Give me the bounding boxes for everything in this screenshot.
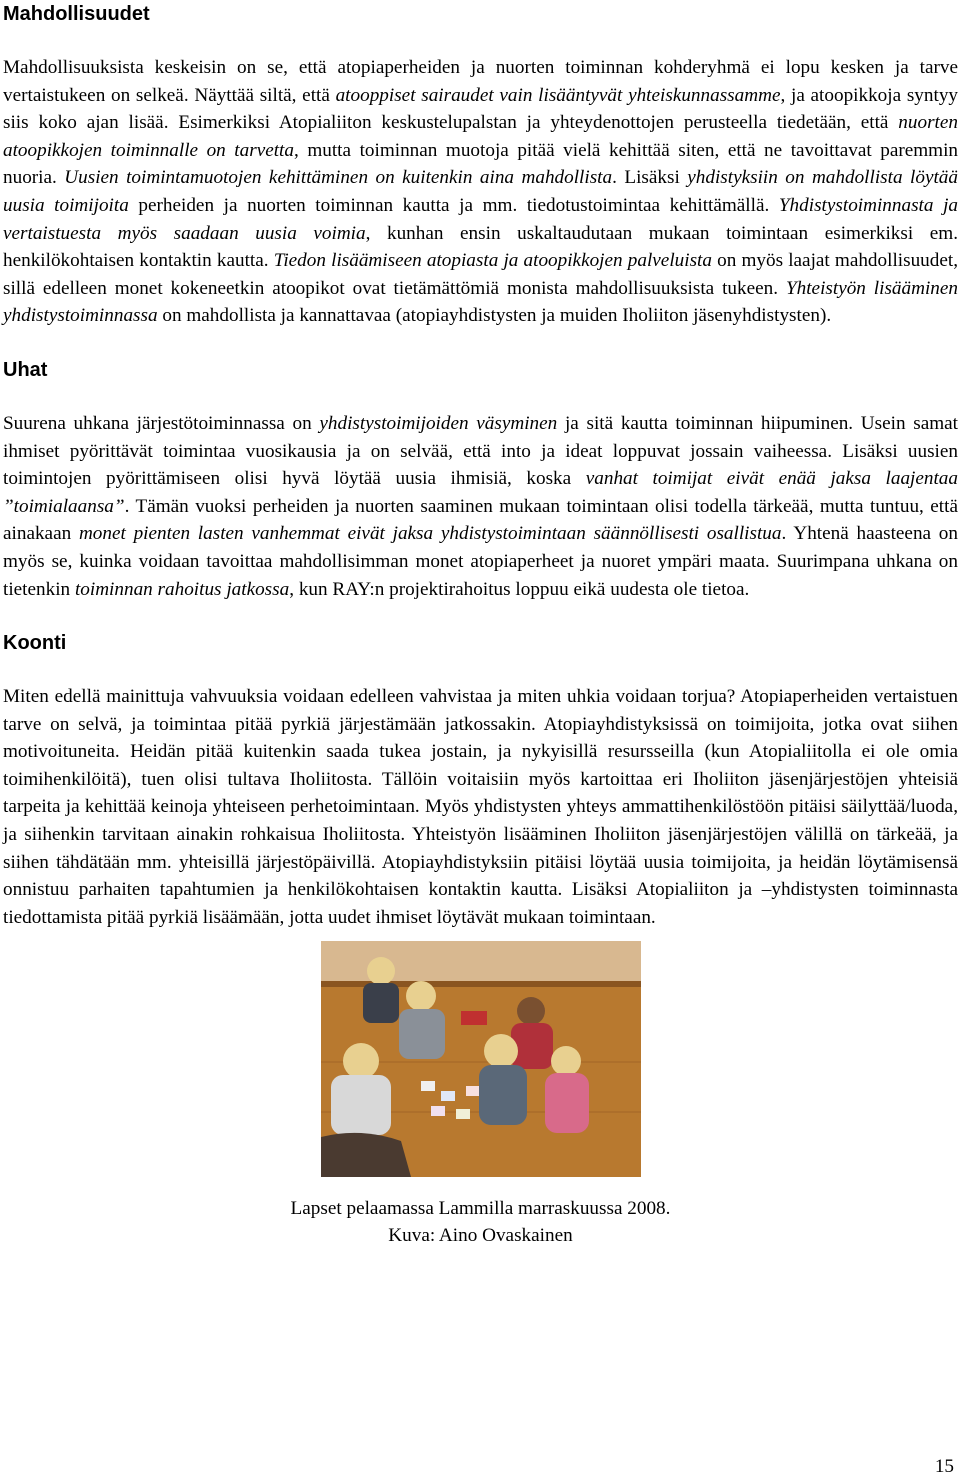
text-run: ja sitä kautta toiminnan hiipuminen. Usein samat ihmiset pyörittävät toimintaa vuosikausia ja on selvää, että into ja ideat loppuvat jossain vaiheessa. Lisäksi uusien toimintojen pyörittämiseen olisi hyvä löytää uusia ihmisiä, koska [3, 412, 958, 490]
game-card [421, 1081, 435, 1091]
paragraph-opportunities [3, 54, 958, 330]
child-body [363, 983, 399, 1023]
text-run: on myös laajat mahdollisuudet, sillä edelleen monet kokeneetkin atoopikot ovat tietämättömiä monista mahdollisuuksista tukeen. [3, 250, 959, 299]
child-body [331, 1075, 391, 1135]
page-number: 15 [934, 1456, 954, 1477]
text-run: . Yhtenä haasteena on myös se, kuinka voidaan tavoittaa mahdollisimman monet atopiaperheet ja nuoret ympäri maata. Suurimpana uhkana on tietenkin [3, 523, 958, 600]
document-page [3, 0, 958, 1249]
child-body [511, 1023, 553, 1069]
emphasis-run: Uusien toimintamuotojen kehittäminen on kuitenkin aina mahdollista [64, 167, 613, 189]
game-box [461, 1011, 487, 1025]
photo-illustration [321, 941, 641, 1177]
text-run: , kun RAY:n projektirahoitus loppuu eikä uudesta ole tietoa. [289, 578, 750, 600]
game-card [431, 1106, 445, 1116]
section-heading-summary: Koonti [3, 632, 67, 655]
child-head [406, 981, 436, 1011]
child-body [545, 1073, 589, 1133]
game-card [456, 1109, 470, 1119]
child-head [343, 1043, 379, 1079]
emphasis-run: monet pienten lasten vanhemmat eivät jaksa yhdistystoimintaan säännöllisesti osallistua [78, 523, 782, 545]
text-run: , mutta toiminnan muotoja pitää vielä kehittää siten, että ne tavoittavat paremmin nuoria. [3, 139, 959, 189]
emphasis-run: yhdistystoimijoiden väsyminen [319, 412, 558, 434]
caption-line-1: Lapset pelaamassa Lammilla marraskuussa 2008. [290, 1198, 671, 1220]
child-body [399, 1009, 445, 1059]
emphasis-run: Yhteistyön lisääminen yhdistystoiminnassa [3, 277, 959, 327]
text-run: . Lisäksi [612, 167, 688, 189]
photo-caption [3, 1195, 958, 1249]
child-body [479, 1065, 527, 1125]
emphasis-run: nuorten atoopikkojen toiminnalle on tarvetta [3, 112, 958, 161]
child-head [367, 957, 395, 985]
emphasis-run: atooppiset sairaudet vain lisääntyvät yhteiskunnassamme [335, 84, 781, 106]
paragraph-threats [3, 410, 958, 603]
text-run: Suurena uhkana järjestötoiminnassa on [3, 412, 320, 434]
game-card [466, 1086, 480, 1096]
paragraph-summary [3, 683, 958, 931]
text-run: on mahdollista ja kannattavaa (atopiayhdistysten ja muiden Iholiiton jäsenyhdistysten). [157, 305, 832, 327]
emphasis-run: toiminnan rahoitus jatkossa [74, 578, 290, 600]
emphasis-run: yhdistyksiin on mahdollista löytää uusia toimijoita [3, 167, 958, 216]
text-run: Mahdollisuuksista keskeisin on se, että atopiaperheiden ja nuorten toiminnan kohderyhmä ei lopu kesken ja tarve vertaistukeen on selkeä. Näyttää siltä, että [3, 57, 958, 106]
caption-line-2: Kuva: Aino Ovaskainen [388, 1225, 573, 1247]
photo-children-playing [321, 941, 641, 1177]
text-run: Miten edellä mainittuja vahvuuksia voidaan edelleen vahvistaa ja miten uhkia voidaan torjua? Atopiaperheiden vertaistuen tarve on selvä, ja toimintaa pitää pyrkiä järjestämään jatkossakin. Atopiayhdistyksissä on toimijoita, jotka ovat siihen motivoituneita. Heidän pitää kuitenkin saada tukea jostain, ja nykyisillä resursseilla (kun Atopialiitolla ei ole omia toimihenkilöitä), tuen olisi tultava Iholiitosta. Tällöin voitaisiin myös kartoittaa eri Iholiiton jäsenjärjestöjen yhteisiä tarpeita ja kehittää keinoja yhteiseen perhetoimintaan. Myös yhdistysten yhteys ammattihenkilöstöön pitäisi säilyttää/luoda, ja siihenkin tarvitaan ainakin rohkaisua Iholiitosta. Yhteistyön lisääminen Iholiiton jäsenjärjestöjen välillä on tärkeää, ja siihen tähdätään mm. yhteisillä järjestöpäivillä. Atopiayhdistyksiin pitäisi löytää uusia toimijoita, ja heidän löytämisensä onnistuu parhaiten tapahtumien ja henkilökohtaisen kontaktin kautta. Lisäksi Atopialiiton ja –yhdistysten toiminnasta tiedottamista pitää pyrkiä lisäämään, jotta uudet ihmiset löytävät mukaan toimintaan. [3, 686, 958, 928]
emphasis-run: Tiedon lisäämiseen atopiasta ja atoopikkojen palveluista [273, 250, 712, 272]
child-head [484, 1034, 518, 1068]
child-head [517, 997, 545, 1025]
section-heading-opportunities: Mahdollisuudet [3, 3, 150, 25]
text-run: . Tämän vuoksi perheiden ja nuorten saaminen mukaan toimintaan olisi todella tärkeää, mutta tuntuu, että ainakaan [3, 495, 958, 545]
emphasis-run: vanhat toimijat eivät enää jaksa laajentaa ”toimialaansa” [3, 468, 958, 517]
text-run: , kunhan ensin uskaltaudutaan mukaan toimintaan esimerkiksi em. henkilökohtaisen kontaktin kautta. [3, 222, 958, 272]
child-head [551, 1046, 581, 1076]
emphasis-run: Yhdistystoiminnasta ja vertaistuesta myös saadaan uusia voimia [3, 194, 958, 244]
section-heading-threats: Uhat [3, 358, 48, 381]
text-run: , ja atoopikkoja syntyy siis koko ajan lisää. Esimerkiksi Atopialiiton keskustelupalstan ja yhteydenottojen perusteella tiedetään, että [3, 84, 959, 134]
text-run: perheiden ja nuorten toiminnan kautta ja mm. tiedotustoimintaa kehittämällä. [128, 194, 779, 216]
game-card [441, 1091, 455, 1101]
